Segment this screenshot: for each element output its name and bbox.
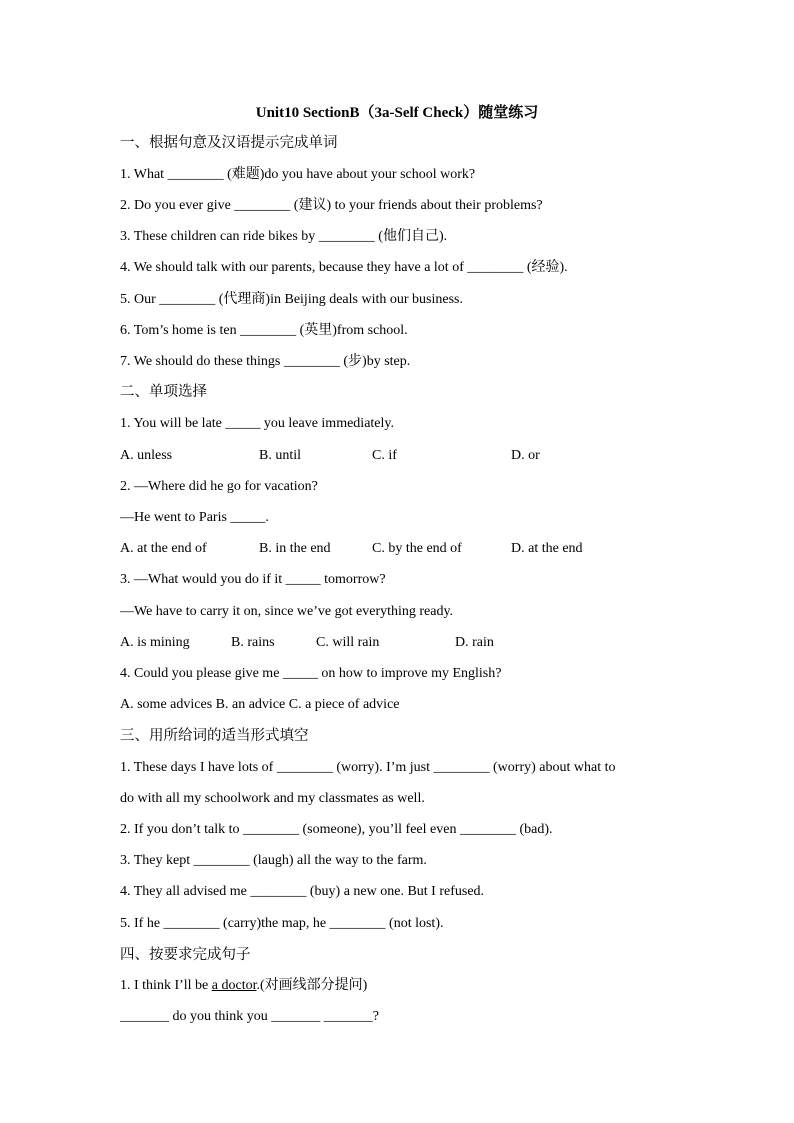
q1-suffix: .(对画线部分提问) xyxy=(256,978,368,993)
section-1-item-1: 1. What ________ (难题)do you have about your school work? xyxy=(120,167,476,182)
page-title: Unit10 SectionB（3a-Self Check）随堂练习 xyxy=(255,105,539,121)
section-2-q4-stem: 4. Could you please give me _____ on how to improve my English? xyxy=(120,666,502,681)
option-a: A. unless xyxy=(120,448,173,463)
section-3-item-5: 5. If he ________ (carry)the map, he ________ (not lost). xyxy=(120,916,444,931)
section-3-item-1-cont: do with all my schoolwork and my classmates as well. xyxy=(120,791,425,806)
section-1-heading: 一、根据句意及汉语提示完成单词 xyxy=(120,135,338,151)
section-2-q4-options: A. some advices B. an advice C. a piece of advice xyxy=(120,697,400,712)
option-b: B. until xyxy=(259,448,302,463)
section-1-item-2: 2. Do you ever give ________ (建议) to your friends about their problems? xyxy=(120,198,543,213)
option-b: B. in the end xyxy=(259,541,331,556)
section-4-q1 xyxy=(120,976,367,996)
section-2-heading: 二、单项选择 xyxy=(120,384,207,400)
option-d: D. rain xyxy=(455,635,494,650)
section-1-item-4: 4. We should talk with our parents, because they have a lot of ________ (经验). xyxy=(120,260,568,275)
section-3-item-1: 1. These days I have lots of ________ (worry). I’m just ________ (worry) about what to xyxy=(120,760,616,775)
section-1-item-5: 5. Our ________ (代理商)in Beijing deals with our business. xyxy=(120,292,463,307)
section-2-q2-stem: 2. —Where did he go for vacation? xyxy=(120,479,318,494)
section-4-q1-answer: _______ do you think you _______ _______? xyxy=(120,1009,379,1024)
option-a: A. is mining xyxy=(120,635,190,650)
section-1-item-6: 6. Tom’s home is ten ________ (英里)from school. xyxy=(120,323,408,338)
option-c: C. will rain xyxy=(316,635,380,650)
option-b: B. rains xyxy=(231,635,275,650)
section-3-heading: 三、用所给词的适当形式填空 xyxy=(120,728,309,744)
section-4-heading: 四、按要求完成句子 xyxy=(120,947,251,963)
section-3-item-2: 2. If you don’t talk to ________ (someone), you’ll feel even ________ (bad). xyxy=(120,822,553,837)
option-c: C. if xyxy=(372,448,397,463)
option-a: A. at the end of xyxy=(120,541,207,556)
section-3-item-3: 3. They kept ________ (laugh) all the way to the farm. xyxy=(120,853,427,868)
section-2-q3-stem: 3. —What would you do if it _____ tomorrow? xyxy=(120,572,386,587)
option-d: D. at the end xyxy=(511,541,583,556)
option-c: C. by the end of xyxy=(372,541,462,556)
section-1-item-7: 7. We should do these things ________ (步)by step. xyxy=(120,354,411,369)
section-1-item-3: 3. These children can ride bikes by ________ (他们自己). xyxy=(120,229,448,244)
option-d: D. or xyxy=(511,448,540,463)
q1-underlined-phrase: a doctor xyxy=(211,978,257,993)
section-2-q2-answer: —He went to Paris _____. xyxy=(120,510,269,525)
section-2-q1-stem: 1. You will be late _____ you leave immediately. xyxy=(120,416,394,431)
q1-prefix: 1. I think I’ll be xyxy=(120,978,212,993)
section-2-q3-answer: —We have to carry it on, since we’ve got everything ready. xyxy=(120,604,454,619)
section-3-item-4: 4. They all advised me ________ (buy) a new one. But I refused. xyxy=(120,884,485,899)
